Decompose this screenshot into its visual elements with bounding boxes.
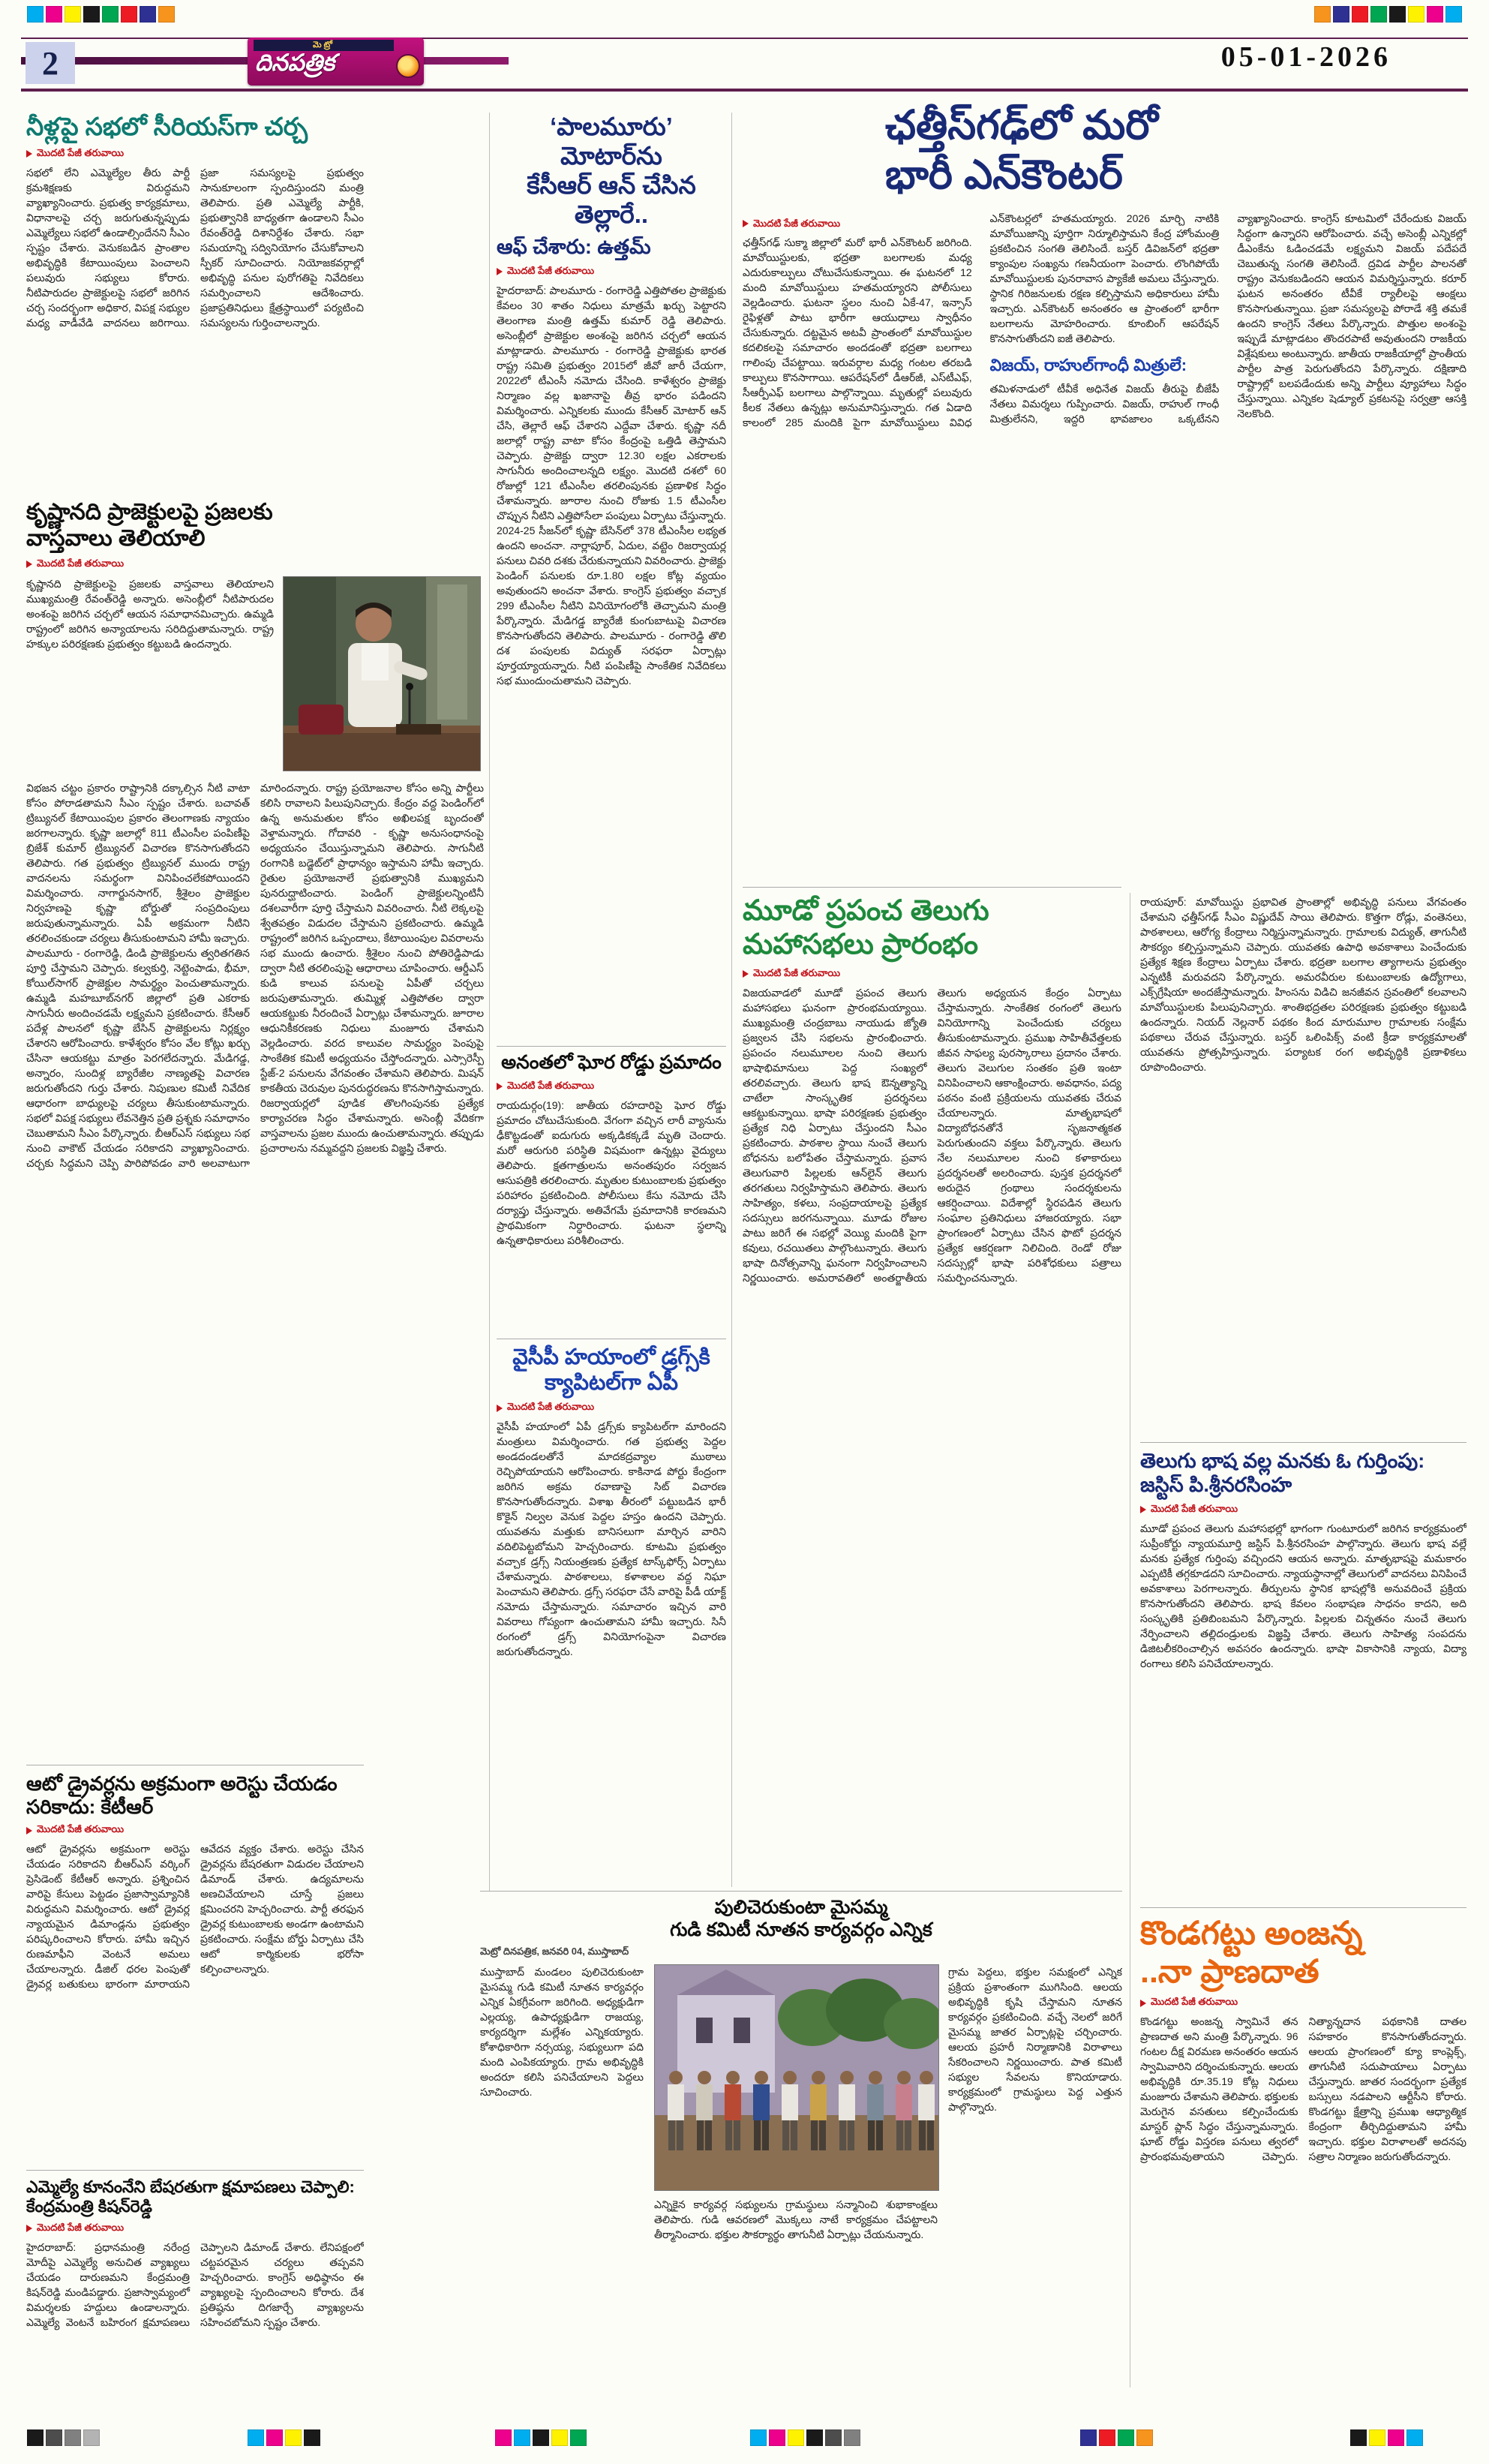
continued-from-tag xyxy=(743,216,972,231)
color-swatch xyxy=(495,2429,512,2446)
article-palamuru-motor xyxy=(497,113,726,1043)
arrow-icon xyxy=(26,150,32,158)
color-swatch xyxy=(806,2429,823,2446)
continued-from-label: మొదటి పేజీ తరువాయి xyxy=(37,557,125,569)
article-body-part-2: తమిళనాడులో టీవీకే అధినేత విజయ్ తీరుపై బీజేపీ నేతలు విమర్శలు గుప్పించారు. విజయ్, రాహుల్ గాంధీ మిత్రులేనని, ఇద్దరి భావజాలం ఒక్కటేనని వ్యాఖ్యానించారు. కాంగ్రెస్ కూటమిలో చేరేందుకు విజయ్ సిద్ధంగా ఉన్నారని ఆరోపించారు. వచ్చే అసెంబ్లీ ఎన్నికల్లో డీఎంకేను ఓడించడమే లక్ష్యమని విజయ్ పదేపదే చెబుతున్న సంగతి తెలిసిందే. ద్రవిడ పార్టీల పాలనతో రాష్ట్రం వెనుకబడిందని ఆయన విమర్శిస్తున్నారు. కరూర్ ఘటన అనంతరం టీవీకే ర్యాలీలపై ఆంక్షలు కొనసాగుతున్నాయి. ప్రజా సమస్యలపై పోరాడే శక్తి తమకే ఉందని కాంగ్రెస్ నేతలు పేర్కొన్నారు. పొత్తుల అంశంపై ఇప్పుడే మాట్లాడటం తొందరపాటే అవుతుందని రాజకీయ విశ్లేషకులు అంటున్నారు. జాతీయ రాజకీయాల్లో ప్రాంతీయ పార్టీల పాత్ర పెరుగుతోందని పేర్కొన్నారు. దక్షిణాది రాష్ట్రాల్లో బలపడేందుకు అన్ని పార్టీలు వ్యూహాలు సిద్ధం చేస్తున్నాయి. ఎన్నికల షెడ్యూల్ ప్రకటనపై సర్వత్రా ఆసక్తి నెలకొంది. xyxy=(989,212,1466,425)
header-bottom-rule xyxy=(21,89,1468,92)
continued-from-label: మొదటి పేజీ తరువాయి xyxy=(507,1401,595,1413)
arrow-icon xyxy=(497,268,503,275)
color-swatch xyxy=(65,6,81,23)
section-rule xyxy=(1140,1907,1466,1908)
article-body: హైదరాబాద్: పాలమూరు - రంగారెడ్డి ఎత్తిపోతల ప్రాజెక్టుకు కేవలం 30 శాతం నిధులు మాత్రమే ఖర్చు పెట్టారని తెలంగాణ మంత్రి ఉత్తమ్ కుమార్ రెడ్డి తెలిపారు. అసెంబ్లీలో ప్రాజెక్టుల అంశంపై జరిగిన చర్చలో ఆయన మాట్లాడారు. పాలమూరు - రంగారెడ్డి ప్రాజెక్టుకు భారత రాష్ట్ర సమితి ప్రభుత్వం 2015లో జీవో జారీ చేయగా, 2022లో టీఎంసీ నమోదు చేసింది. కాళేశ్వరం ప్రాజెక్టు నిర్మాణం వల్ల ఖజానాపై తీవ్ర భారం పడిందని విమర్శించారు. ఎన్నికలకు ముందు కేసీఆర్ మోటార్ ఆన్ చేసి, తెల్లారే ఆఫ్ చేశారని ఎద్దేవా చేశారు. కృష్ణా నదీ జలాల్లో రాష్ట్ర వాటా కోసం కేంద్రంపై ఒత్తిడి తెస్తామని చెప్పారు. ప్రాజెక్టు ద్వారా 12.30 లక్షల ఎకరాలకు సాగునీరు అందించాలన్నది లక్ష్యం. మొదటి దశలో 60 రోజుల్లో 121 టీఎంసీల తరలింపునకు ప్రణాళిక సిద్ధం చేశామన్నారు. జూరాల నుంచి రోజుకు 1.5 టీఎంసీల చొప్పున నీటిని ఎత్తిపోసేలా పంపులు ఏర్పాటు చేస్తున్నారు. 2024-25 సీజన్‌లో కృష్ణా బేసిన్‌లో 378 టీఎంసీల లభ్యత ఉందని అంచనా. నార్లాపూర్, ఏదుల, వట్టెం రిజర్వాయర్ల పనులు చివరి దశకు చేరుకున్నాయని వివరించారు. ప్రాజెక్టు పెండింగ్ పనులకు రూ.1.80 లక్షల కోట్ల వ్యయం అవుతుందని అంచనా వేశారు. కాంగ్రెస్ ప్రభుత్వం వచ్చాక 299 టీఎంసీల నీటిని వినియోగంలోకి తెచ్చామని మంత్రి పేర్కొన్నారు. మేడిగడ్డ బ్యారేజీ కుంగుబాటుపై విచారణ కొనసాగుతోందని తెలిపారు. పాలమూరు - రంగారెడ్డి తొలి దశ పంపులకు విద్యుత్ సరఫరా ఏర్పాట్లు పూర్తయ్యాయన్నారు. నీటి పంపిణీపై సాంకేతిక నివేదికలు సభ ముందుంచుతామని చెప్పారు. xyxy=(497,284,726,687)
continued-from-label: మొదటి పేజీ తరువాయి xyxy=(507,264,595,276)
column-divider xyxy=(489,113,490,1891)
continued-from-tag xyxy=(26,557,484,572)
color-swatch xyxy=(46,6,62,23)
color-swatch xyxy=(1388,2429,1404,2446)
article-mla-apology xyxy=(26,2177,364,2387)
continued-from-tag xyxy=(497,1080,726,1094)
print-color-bar xyxy=(248,2429,320,2446)
article-body-part-1: ఛత్తీస్‌గఢ్ సుక్మా జిల్లాలో మరో భారీ ఎన్‌కౌంటర్ జరిగింది. మావోయిస్టులకు, భద్రతా బలగాలకు మధ్య ఎదురుకాల్పులు చోటుచేసుకున్నాయి. ఈ ఘటనలో 12 మంది మావోయిస్టులు హతమయ్యారని పోలీసులు వెల్లడించారు. ఘటనా స్థలం నుంచి ఏకే-47, ఇన్సాస్ రైఫిళ్లతో పాటు భారీగా ఆయుధాలు స్వాధీనం చేసుకున్నారు. దట్టమైన అటవీ ప్రాంతంలో మావోయిస్టుల కదలికలపై సమాచారం అందడంతో భద్రతా బలగాలు గాలింపు చేపట్టాయి. ఇరువర్గాల మధ్య గంటల తరబడి కాల్పులు కొనసాగాయి. ఆపరేషన్‌లో డీఆర్‌జీ, ఎస్‌టీఎఫ్, సీఆర్పీఎఫ్ బలగాలు పాల్గొన్నాయి. మృతుల్లో పలువురు కీలక నేతలు ఉన్నట్లు అనుమానిస్తున్నారు. గత ఏడాది కాలంలో 285 మందికి పైగా మావోయిస్టులు వివిధ ఎన్‌కౌంటర్లలో హతమయ్యారు. 2026 మార్చి నాటికి మావోయిజాన్ని పూర్తిగా నిర్మూలిస్తామని కేంద్ర హోంమంత్రి ప్రకటించిన సంగతి తెలిసిందే. బస్తర్ డివిజన్‌లో భద్రతా క్యాంపుల సంఖ్యను గణనీయంగా పెంచారు. లొంగిపోయే మావోయిస్టులకు పునరావాస ప్యాకేజీ అమలు చేస్తున్నారు. స్థానిక గిరిజనులకు రక్షణ కల్పిస్తామని అధికారులు హామీ ఇచ్చారు. ఎన్‌కౌంటర్ అనంతరం ఆ ప్రాంతంలో భారీగా బలగాలను మోహరించారు. కూంబింగ్ ఆపరేషన్ కొనసాగుతోందని ఐజీ తెలిపారు. xyxy=(743,212,1220,428)
article-chhattisgarh-encounter xyxy=(743,101,1466,873)
header-top-rule xyxy=(21,38,1468,39)
headline-line-2: కేసీఆర్ ఆన్ చేసిన తెల్లారే.. xyxy=(527,170,696,228)
article-body-intro: కృష్ణానది ప్రాజెక్టులపై ప్రజలకు వాస్తవాలు తెలియాలని ముఖ్యమంత్రి రేవంత్‌రెడ్డి అన్నారు. అసెంబ్లీలో నీటిపారుదల అంశంపై జరిగిన చర్చలో ఆయన సమాధానమిచ్చారు. ఉమ్మడి రాష్ట్రంలో జరిగిన అన్యాయాలను సరిదిద్దుతామన్నారు. రాష్ట్ర హక్కుల పరిరక్షణకు ప్రభుత్వం కట్టుబడి ఉందన్నారు. xyxy=(26,577,274,650)
article-body: వైసీపీ హయాంలో ఏపీ డ్రగ్స్‌కు క్యాపిటల్‌గా మారిందని మంత్రులు విమర్శించారు. గత ప్రభుత్వ పెద్దల అండదండలతోనే మాదకద్రవ్యాల ముఠాలు రెచ్చిపోయాయని ఆరోపించారు. కాకినాడ పోర్టు కేంద్రంగా జరిగిన అక్రమ రవాణాపై సిట్ విచారణ కొనసాగుతోందన్నారు. విశాఖ తీరంలో పట్టుబడిన భారీ కొకైన్ నిల్వల వెనుక పెద్దల హస్తం ఉందని చెప్పారు. యువతను మత్తుకు బానిసలుగా మార్చిన వారిని వదిలిపెట్టబోమని హెచ్చరించారు. కూటమి ప్రభుత్వం వచ్చాక డ్రగ్స్ నియంత్రణకు ప్రత్యేక టాస్క్‌ఫోర్స్ ఏర్పాటు చేశామన్నారు. పాఠశాలలు, కళాశాలల వద్ద నిఘా పెంచామని తెలిపారు. డ్రగ్స్ సరఫరా చేసే వారిపై పీడీ యాక్ట్ నమోదు చేస్తామన్నారు. సమాచారం ఇచ్చిన వారి వివరాలు గోప్యంగా ఉంచుతామని హామీ ఇచ్చారు. సినీ రంగంలో డ్రగ్స్ వినియోగంపైనా విచారణ జరుగుతోందన్నారు. xyxy=(497,1420,726,1658)
group-photo xyxy=(654,1964,939,2191)
continued-from-tag xyxy=(743,967,1121,981)
color-swatch xyxy=(1333,6,1349,23)
article-gudi-committee xyxy=(480,1897,1122,2384)
arrow-icon xyxy=(743,970,749,978)
article-kondagattu-anjanna xyxy=(1140,1915,1466,2386)
headline: కృష్ణానది ప్రాజెక్టులపై ప్రజలకు వాస్తవాలు తెలియాలి xyxy=(26,500,273,551)
article-body: విజయవాడలో మూడో ప్రపంచ తెలుగు మహాసభలు ఘనంగా ప్రారంభమయ్యాయి. ముఖ్యమంత్రి చంద్రబాబు నాయుడు జ్యోతి ప్రజ్వలన చేసి సభలను ప్రారంభించారు. ప్రపంచం నలుమూలల నుంచి తెలుగు భాషాభిమానులు పెద్ద సంఖ్యలో తరలివచ్చారు. తెలుగు భాష ఔన్నత్యాన్ని చాటేలా సాంస్కృతిక ప్రదర్శనలు ఆకట్టుకున్నాయి. భాషా పరిరక్షణకు ప్రభుత్వం ప్రత్యేక నిధి ఏర్పాటు చేస్తుందని సీఎం ప్రకటించారు. పాఠశాల స్థాయి నుంచే తెలుగు బోధనను బలోపేతం చేస్తామన్నారు. ప్రవాస తెలుగువారి పిల్లలకు ఆన్‌లైన్ తెలుగు తరగతులు నిర్వహిస్తామని తెలిపారు. తెలుగు సాహిత్యం, కళలు, సంప్రదాయాలపై ప్రత్యేక సదస్సులు జరగనున్నాయి. మూడు రోజుల పాటు జరిగే ఈ సభల్లో వెయ్యి మందికి పైగా కవులు, రచయితలు పాల్గొంటున్నారు. తెలుగు భాషా దినోత్సవాన్ని ఘనంగా నిర్వహించాలని నిర్ణయించారు. అమరావతిలో అంతర్జాతీయ తెలుగు అధ్యయన కేంద్రం ఏర్పాటు చేస్తామన్నారు. సాంకేతిక రంగంలో తెలుగు వినియోగాన్ని పెంచేందుకు చర్యలు తీసుకుంటామన్నారు. ప్రముఖ సాహితీవేత్తలకు జీవన సాఫల్య పురస్కారాలు ప్రదానం చేశారు. తెలుగు వెలుగుల సంతకం ప్రతి ఇంటా వినిపించాలని ఆకాంక్షించారు. అవధానం, పద్య పఠనం వంటి ప్రక్రియలను యువతకు చేరువ చేయాలన్నారు. మాతృభాషలో విద్యాబోధనతోనే సృజనాత్మకత పెరుగుతుందని వక్తలు పేర్కొన్నారు. తెలుగు నేల నలుమూలల నుంచి కళాకారులు ప్రదర్శనలతో అలరించారు. పుస్తక ప్రదర్శనలో అరుదైన గ్రంథాలు సందర్శకులను ఆకర్షించాయి. విదేశాల్లో స్థిరపడిన తెలుగు సంఘాల ప్రతినిధులు హాజరయ్యారు. సభా ప్రాంగణంలో ఏర్పాటు చేసిన ఫొటో ప్రదర్శన ప్రత్యేక ఆకర్షణగా నిలిచింది. రెండో రోజు సదస్సుల్లో భాషా పరిశోధకులు పత్రాలు సమర్పించనున్నారు. xyxy=(743,986,1121,1284)
article-body-right: గ్రామ పెద్దలు, భక్తుల సమక్షంలో ఎన్నిక ప్రక్రియ ప్రశాంతంగా ముగిసింది. ఆలయ అభివృద్ధికి కృషి చేస్తామని నూతన కార్యవర్గం ప్రకటించింది. వచ్చే నెలలో జరిగే మైసమ్మ జాతర ఏర్పాట్లపై చర్చించారు. ఆలయ ప్రహరీ నిర్మాణానికి విరాళాలు సేకరించాలని నిర్ణయించారు. పాత కమిటీ సభ్యుల సేవలను కొనియాడారు. కార్యక్రమంలో గ్రామస్థులు పెద్ద ఎత్తున పాల్గొన్నారు. xyxy=(948,1966,1122,2113)
article-auto-drivers xyxy=(26,1772,364,2162)
headline-line-1: మూడో ప్రపంచ తెలుగు xyxy=(743,895,989,927)
headline: తెలుగు భాష వల్ల మనకు ఓ గుర్తింపు: జస్టిస్ పి.శ్రీనరసింహ xyxy=(1140,1450,1425,1496)
continued-from-label: మొదటి పేజీ తరువాయి xyxy=(37,146,125,158)
color-swatch xyxy=(1352,6,1368,23)
color-swatch xyxy=(844,2429,860,2446)
article-body: ఆటో డ్రైవర్లను అక్రమంగా అరెస్టు చేయడం సరికాదని బీఆర్ఎస్ వర్కింగ్ ప్రెసిడెంట్ కేటీఆర్ అన్నారు. ప్రశ్నించిన వారిపై కేసులు పెట్టడం ప్రజాస్వామ్యానికి విరుద్ధమని విమర్శించారు. ఆటో డ్రైవర్ల న్యాయమైన డిమాండ్లను ప్రభుత్వం పరిష్కరించాలని కోరారు. హామీ ఇచ్చిన రుణమాఫీని వెంటనే అమలు చేయాలన్నారు. డీజిల్ ధరల పెంపుతో డ్రైవర్ల బతుకులు భారంగా మారాయని ఆవేదన వ్యక్తం చేశారు. అరెస్టు చేసిన డ్రైవర్లను బేషరతుగా విడుదల చేయాలని డిమాండ్ చేశారు. ఉద్యమాలను అణచివేయాలని చూస్తే ప్రజలు క్షమించరని హెచ్చరించారు. పార్టీ తరఫున డ్రైవర్ల కుటుంబాలకు అండగా ఉంటామని ప్రకటించారు. సంక్షేమ బోర్డు ఏర్పాటు చేసి ఆటో కార్మికులకు భరోసా కల్పించాలన్నారు. xyxy=(26,1843,364,1991)
article-ycp-drugs xyxy=(497,1345,726,1886)
section-rule xyxy=(1140,1442,1466,1443)
headline-line-1: వైసీపీ హయాంలో డ్రగ్స్‌కి xyxy=(512,1345,710,1369)
print-color-bar xyxy=(1080,2429,1153,2446)
print-registration-marks-top-left xyxy=(27,6,175,23)
arrow-icon xyxy=(1140,1506,1146,1513)
masthead-logo xyxy=(248,38,424,86)
color-swatch xyxy=(158,6,175,23)
print-color-bar xyxy=(27,2429,100,2446)
color-swatch xyxy=(140,6,156,23)
color-swatch xyxy=(1427,6,1443,23)
headline: ఆటో డ్రైవర్లను అక్రమంగా అరెస్టు చేయడం సరికాదు: కేటీఆర్ xyxy=(26,1772,338,1818)
color-swatch xyxy=(1370,6,1387,23)
article-body: రాయదుర్గం(19): జాతీయ రహదారిపై ఘోర రోడ్డు ప్రమాదం చోటుచేసుకుంది. వేగంగా వచ్చిన లారీ వ్యానును ఢీకొట్టడంతో ఐదుగురు అక్కడికక్కడే మృతి చెందారు. మరో ఆరుగురి పరిస్థితి విషమంగా ఉన్నట్లు వైద్యులు తెలిపారు. క్షతగాత్రులను అనంతపురం సర్వజన ఆసుపత్రికి తరలించారు. మృతుల కుటుంబాలకు ప్రభుత్వం పరిహారం ప్రకటించింది. పోలీసులు కేసు నమోదు చేసి దర్యాప్తు చేస్తున్నారు. అతివేగమే ప్రమాదానికి కారణమని ప్రాథమికంగా నిర్ధారించారు. ఘటనా స్థలాన్ని ఉన్నతాధికారులు పరిశీలించారు. xyxy=(497,1098,726,1246)
arrow-icon xyxy=(1140,2000,1146,2007)
arrow-icon xyxy=(26,560,32,568)
article-body: కొండగట్టు అంజన్న స్వామినే తన ప్రాణదాత అని మంత్రి పేర్కొన్నారు. 96 గంటల దీక్ష విరమణ అనంతరం ఆయన స్వామివారిని దర్శించుకున్నారు. ఆలయ అభివృద్ధికి రూ.35.19 కోట్ల నిధులు మంజూరు చేశామని తెలిపారు. భక్తులకు మెరుగైన వసతులు కల్పించేందుకు మాస్టర్ ప్లాన్ సిద్ధం చేస్తున్నామన్నారు. ఘాట్ రోడ్డు విస్తరణ పనులు త్వరలో ప్రారంభమవుతాయని చెప్పారు. నిత్యాన్నదాన పథకానికి దాతల సహకారం కొనసాగుతోందన్నారు. ఆలయ ప్రాంగణంలో క్యూ కాంప్లెక్స్, తాగునీటి సదుపాయాలు ఏర్పాటు చేస్తున్నారు. జాతర సందర్భంగా ప్రత్యేక బస్సులు నడపాలని ఆర్టీసీని కోరారు. కొండగట్టు క్షేత్రాన్ని ప్రముఖ ఆధ్యాత్మిక కేంద్రంగా తీర్చిదిద్దుతామని హామీ ఇచ్చారు. భక్తుల విరాళాలతో అదనపు సత్రాల నిర్మాణం జరుగుతోందన్నారు. xyxy=(1140,2015,1466,2163)
color-swatch xyxy=(514,2429,530,2446)
continued-from-tag xyxy=(497,1401,726,1415)
masthead-emblem-icon xyxy=(396,54,420,78)
headline-line-3: ఆఫ్ చేశారు: ఉత్తమ్ xyxy=(497,235,651,258)
headline: అనంతలో ఘోర రోడ్డు ప్రమాదం xyxy=(501,1052,722,1073)
headline-line-1: ‘పాలమూరు’ మోటార్‌ను xyxy=(550,113,673,170)
headline-line-2: గుడి కమిటీ నూతన కార్యవర్గం ఎన్నిక xyxy=(670,1919,932,1940)
headline: నీళ్లపై సభలో సీరియస్‌గా చర్చ xyxy=(26,113,308,140)
article-body xyxy=(743,211,1466,840)
section-rule xyxy=(743,887,1121,888)
subheadline-vijay-rahul: విజయ్, రాహుల్‌గాంధీ మిత్రులే: xyxy=(989,355,1187,374)
article-krishna-projects xyxy=(26,499,484,1759)
continued-from-tag xyxy=(497,265,726,279)
continued-from-tag xyxy=(1140,1503,1466,1517)
color-swatch xyxy=(1099,2429,1115,2446)
color-swatch xyxy=(46,2429,62,2446)
article-water-debate xyxy=(26,113,364,491)
color-swatch xyxy=(825,2429,842,2446)
continued-from-label: మొదటి పేజీ తరువాయి xyxy=(37,1823,125,1835)
headline-line-1: కొండగట్టు అంజన్న xyxy=(1140,1916,1363,1952)
article-body: మూడో ప్రపంచ తెలుగు మహాసభల్లో భాగంగా గుంటూరులో జరిగిన కార్యక్రమంలో సుప్రీంకోర్టు న్యాయమూర్తి జస్టిస్ పి.శ్రీనరసింహ పాల్గొన్నారు. తెలుగు భాష వల్లే మనకు ప్రత్యేక గుర్తింపు వచ్చిందని ఆయన అన్నారు. మాతృభాషపై మమకారం ఎప్పటికీ తగ్గకూడదని సూచించారు. న్యాయస్థానాల్లో తెలుగులో వాదనలు వినిపించే అవకాశాలు పెరగాలన్నారు. తీర్పులను స్థానిక భాషల్లోకి అనువదించే ప్రక్రియ కొనసాగుతోందని తెలిపారు. భాష కేవలం సంభాషణ సాధనం కాదని, అది సంస్కృతికి ప్రతిబింబమని పేర్కొన్నారు. పిల్లలకు చిన్నతనం నుంచే తెలుగు నేర్పించాలని తల్లిదండ్రులకు విజ్ఞప్తి చేశారు. తెలుగు సాహిత్య సంపదను డిజిటలీకరించాల్సిన అవసరం ఉందన్నారు. భాషా వికాసానికి న్యాయ, విద్యా రంగాలు కలిసి పనిచేయాలన్నారు. xyxy=(1140,1522,1466,1669)
arrow-icon xyxy=(497,1083,503,1090)
continued-from-tag xyxy=(1140,1996,1466,2010)
color-swatch xyxy=(121,6,137,23)
headline-line-2: క్యాపిటల్‌గా ఏపీ xyxy=(545,1371,678,1396)
color-swatch xyxy=(1369,2429,1385,2446)
print-color-bar xyxy=(750,2429,860,2446)
headline-line-2: భారీ ఎన్‌కౌంటర్ xyxy=(885,152,1123,197)
color-swatch xyxy=(266,2429,283,2446)
color-swatch xyxy=(1389,6,1406,23)
color-swatch xyxy=(1445,6,1462,23)
page-date: 05-01-2026 xyxy=(1220,41,1391,73)
page-number-value: 2 xyxy=(42,44,59,82)
arrow-icon xyxy=(26,2225,32,2232)
continued-from-label: మొదటి పేజీ తరువాయి xyxy=(37,2221,125,2233)
article-telugu-mahasabhalu xyxy=(743,894,1121,1886)
color-swatch xyxy=(1408,6,1424,23)
color-swatch xyxy=(102,6,119,23)
masthead-edition: మెట్రో xyxy=(254,40,394,51)
color-swatch xyxy=(1136,2429,1153,2446)
color-swatch xyxy=(769,2429,785,2446)
color-swatch xyxy=(551,2429,568,2446)
article-telugu-basha xyxy=(1140,1450,1466,1886)
color-swatch xyxy=(788,2429,804,2446)
section-rule xyxy=(497,1046,726,1047)
color-swatch xyxy=(248,2429,264,2446)
color-swatch xyxy=(533,2429,549,2446)
masthead-title: దినపత్రిక xyxy=(255,50,335,76)
arrow-icon xyxy=(26,1827,32,1834)
continued-from-label: మొదటి పేజీ తరువాయి xyxy=(753,966,841,978)
print-color-bar xyxy=(1350,2429,1423,2446)
continued-from-label: మొదటి పేజీ తరువాయి xyxy=(1151,1502,1238,1514)
article-encounter-continuation xyxy=(1140,894,1466,1435)
color-swatch xyxy=(285,2429,302,2446)
print-registration-marks-top-right xyxy=(1314,6,1462,23)
headline-line-1: ఛత్తీస్‌గఢ్‌లో మరో xyxy=(885,103,1158,148)
article-body: విభజన చట్టం ప్రకారం రాష్ట్రానికి దక్కాల్సిన నీటి వాటా కోసం పోరాడతామని సీఎం స్పష్టం చేశారు. బచావత్ ట్రిబ్యునల్ కేటాయింపుల ప్రకారం తెలంగాణకు న్యాయం జరగాలన్నారు. కృష్ణా జలాల్లో 811 టీఎంసీల పంపిణీపై బ్రిజేశ్ కుమార్ ట్రిబ్యునల్ విచారణ కొనసాగుతోందని తెలిపారు. గత ప్రభుత్వం ట్రిబ్యునల్ ముందు రాష్ట్ర వాదనలను సమర్థంగా వినిపించలేకపోయిందని విమర్శించారు. నాగార్జునసాగర్, శ్రీశైలం ప్రాజెక్టుల నిర్వహణపై కృష్ణా బోర్డుతో సంప్రదింపులు జరుపుతున్నామన్నారు. ఏపీ అక్రమంగా నీటిని తరలించకుండా చర్యలు తీసుకుంటామని హామీ ఇచ్చారు. పాలమూరు - రంగారెడ్డి, డిండి ప్రాజెక్టులను త్వరితగతిన పూర్తి చేస్తామని చెప్పారు. కల్వకుర్తి, నెట్టెంపాడు, భీమా, కోయిల్‌సాగర్ ప్రాజెక్టుల సామర్థ్యం పెంచుతామన్నారు. ఉమ్మడి మహబూబ్‌నగర్ జిల్లాలో ప్రతి ఎకరాకు సాగునీరు అందించడమే లక్ష్యమని ప్రకటించారు. కేసీఆర్ పదేళ్ల పాలనలో కృష్ణా బేసిన్ ప్రాజెక్టులను నిర్లక్ష్యం చేశారని ఆరోపించారు. కాళేశ్వరం కోసం వేల కోట్లు ఖర్చు చేసినా ఆయకట్టు మాత్రం పెరగలేదన్నారు. మేడిగడ్డ, అన్నారం, సుందిళ్ల బ్యారేజీల నాణ్యతపై విచారణ జరుగుతోందని గుర్తు చేశారు. నిపుణుల కమిటీ నివేదిక ఆధారంగా బాధ్యులపై చర్యలు తీసుకుంటామన్నారు. సభలో విపక్ష సభ్యులు లేవనెత్తిన ప్రతి ప్రశ్నకు సమాధానం చెబుతామని సీఎం పేర్కొన్నారు. బీఆర్ఎస్ సభ్యులు సభ నుంచి వాకౌట్ చేయడం సరికాదని వ్యాఖ్యానించారు. చర్చకు సిద్ధమని చెప్పి పారిపోవడం వారి అలవాటుగా మారిందన్నారు. రాష్ట్ర ప్రయోజనాల కోసం అన్ని పార్టీలు కలిసి రావాలని పిలుపునిచ్చారు. కేంద్రం వద్ద పెండింగ్‌లో ఉన్న అనుమతుల కోసం అఖిలపక్ష బృందంతో వెళ్తామన్నారు. గోదావరి - కృష్ణా అనుసంధానంపై అధ్యయనం చేయిస్తున్నామని తెలిపారు. సాగునీటి రంగానికి బడ్జెట్‌లో ప్రాధాన్యం ఇస్తామని హామీ ఇచ్చారు. రైతుల ప్రయోజనాలే ప్రభుత్వానికి ముఖ్యమని పునరుద్ఘాటించారు. పెండింగ్ ప్రాజెక్టులన్నింటినీ దశలవారీగా పూర్తి చేస్తామని వివరించారు. నీటి లెక్కలపై శ్వేతపత్రం విడుదల చేస్తామని ప్రకటించారు. ఉమ్మడి రాష్ట్రంలో జరిగిన ఒప్పందాలు, కేటాయింపుల వివరాలను సభ ముందు ఉంచారు. శ్రీశైలం నుంచి పోతిరెడ్డిపాడు ద్వారా నీటి తరలింపుపై ఆధారాలు చూపించారు. ఆర్డీఎస్ కుడి కాలువ పనులపై ఏపీతో చర్చలు జరుపుతామన్నారు. తుమ్మిళ్ల ఎత్తిపోతల ద్వారా ఆయకట్టుకు నీరందించే ఏర్పాట్లు చేశామన్నారు. జూరాల ఆధునికీకరణకు నిధులు మంజూరు చేశామని వెల్లడించారు. వరద కాలువల సామర్థ్యం పెంపుపై సాంకేతిక కమిటీ అధ్యయనం చేస్తోందన్నారు. ఎస్సారెస్పీ స్టేజ్-2 పనులను వేగవంతం చేశామని తెలిపారు. మిషన్ కాకతీయ చెరువుల పునరుద్ధరణను కొనసాగిస్తామన్నారు. రిజర్వాయర్లలో పూడిక తొలగింపునకు ప్రత్యేక కార్యాచరణ సిద్ధం చేశామన్నారు. అసెంబ్లీ వేదికగా వాస్తవాలను ప్రజల ముందు ఉంచుతామన్నారు. తప్పుడు ప్రచారాలను నమ్మవద్దని ప్రజలకు విజ్ఞప్తి చేశారు. xyxy=(26,781,484,1169)
arrow-icon xyxy=(743,220,749,227)
section-rule xyxy=(480,1891,1122,1892)
color-swatch xyxy=(570,2429,587,2446)
article-body-under-photo: ఎన్నికైన కార్యవర్గ సభ్యులను గ్రామస్థులు సన్మానించి శుభాకాంక్షలు తెలిపారు. గుడి ఆవరణలో మొక్కలు నాటే కార్యక్రమం చేపట్టాలని తీర్మానించారు. భక్తుల సౌకర్యార్థం తాగునీటి ఏర్పాట్లు చేయనున్నారు. xyxy=(654,2198,938,2240)
column-divider xyxy=(731,113,732,1887)
assembly-speech-photo xyxy=(283,576,481,771)
continued-from-label: మొదటి పేజీ తరువాయి xyxy=(507,1079,595,1091)
page-number xyxy=(26,42,75,84)
continued-from-label: మొదటి పేజీ తరువాయి xyxy=(753,217,841,229)
color-swatch xyxy=(1314,6,1331,23)
section-rule xyxy=(26,2170,364,2171)
color-swatch xyxy=(750,2429,767,2446)
headline-line-2: ..నా ప్రాణదాత xyxy=(1140,1953,1319,1990)
color-swatch xyxy=(27,6,44,23)
article-ananta-accident xyxy=(497,1052,726,1336)
color-swatch xyxy=(1406,2429,1423,2446)
article-body: హైదరాబాద్: ప్రధానమంత్రి నరేంద్ర మోదీపై ఎమ్మెల్యే అనుచిత వ్యాఖ్యలు చేయడం దారుణమని కేంద్రమంత్రి కిషన్‌రెడ్డి మండిపడ్డారు. ప్రజాస్వామ్యంలో విమర్శలకు హద్దులు ఉండాలన్నారు. ఎమ్మెల్యే వెంటనే బహిరంగ క్షమాపణలు చెప్పాలని డిమాండ్ చేశారు. లేనిపక్షంలో చట్టపరమైన చర్యలు తప్పవని హెచ్చరించారు. కాంగ్రెస్ అధిష్ఠానం ఈ వ్యాఖ్యలపై స్పందించాలని కోరారు. దేశ ప్రతిష్ఠను దిగజార్చే వ్యాఖ్యలను సహించబోమని స్పష్టం చేశారు. xyxy=(26,2240,364,2328)
color-swatch xyxy=(1118,2429,1134,2446)
continued-from-tag xyxy=(26,2222,364,2236)
continued-from-label: మొదటి పేజీ తరువాయి xyxy=(1151,1996,1238,2008)
color-swatch xyxy=(1080,2429,1097,2446)
color-swatch xyxy=(83,6,100,23)
article-body: సభలో లేని ఎమ్మెల్యేల తీరు పార్టీ క్రమశిక్షణకు విరుద్ధమని వ్యాఖ్యానించారు. ప్రభుత్వ కార్యక్రమాలు, విధానాలపై చర్చ జరుగుతున్నప్పుడు ఎమ్మెల్యేలు సభలో ఉండాల్సిందేనని సీఎం స్పష్టం చేశారు. వెనుకబడిన ప్రాంతాల అభివృద్ధికి కేటాయింపులు పెంచాలని పలువురు సభ్యులు కోరారు. నీటిపారుదల ప్రాజెక్టులపై సభలో జరిగిన చర్చ సందర్భంగా అధికార, విపక్ష సభ్యుల మధ్య వాడీవేడి వాదనలు జరిగాయి. ప్రజా సమస్యలపై ప్రభుత్వం సానుకూలంగా స్పందిస్తుందని మంత్రి తెలిపారు. ప్రతి ఎమ్మెల్యే పార్టీకి, ప్రభుత్వానికి బాధ్యతగా ఉండాలని సీఎం రేవంత్‌రెడ్డి దిశానిర్దేశం చేశారు. సభా సమయాన్ని సద్వినియోగం చేసుకోవాలని స్పీకర్ సూచించారు. నియోజకవర్గాల్లో అభివృద్ధి పనుల పురోగతిపై నివేదికలు సమర్పించాలని ఆదేశించారు. ప్రజాప్రతినిధులు క్షేత్రస్థాయిలో పర్యటించి సమస్యలను గుర్తించాలన్నారు. xyxy=(26,166,364,329)
continued-from-tag xyxy=(26,147,364,161)
article-body-left: ముస్తాబాద్ మండలం పులిచెరుకుంటా మైసమ్మ గుడి కమిటీ నూతన కార్యవర్గం ఎన్నిక ఏకగ్రీవంగా జరిగింది. అధ్యక్షుడిగా ఎల్లయ్య, ఉపాధ్యక్షుడిగా రాజయ్య, కార్యదర్శిగా మల్లేశం ఎన్నికయ్యారు. కోశాధికారిగా నర్సయ్య, సభ్యులుగా పది మంది ఎంపికయ్యారు. గ్రామ అభివృద్ధికి అందరూ కలిసి పనిచేయాలని పెద్దలు సూచించారు. xyxy=(480,1966,644,2098)
article-body: రాయపూర్: మావోయిస్టు ప్రభావిత ప్రాంతాల్లో అభివృద్ధి పనులు వేగవంతం చేశామని ఛత్తీస్‌గఢ్ సీఎం విష్ణుదేవ్ సాయి తెలిపారు. కొత్తగా రోడ్లు, వంతెనలు, పాఠశాలలు, ఆరోగ్య కేంద్రాలు నిర్మిస్తున్నామన్నారు. గ్రామాలకు విద్యుత్, తాగునీటి సౌకర్యం కల్పిస్తున్నామని చెప్పారు. యువతకు ఉపాధి అవకాశాలు పెంచేందుకు ప్రత్యేక శిక్షణ కేంద్రాలు ఏర్పాటు చేశారు. భద్రతా బలగాల త్యాగాలను ప్రభుత్వం ఎన్నటికీ మరువదని పేర్కొన్నారు. అమరవీరుల కుటుంబాలకు ఉద్యోగాలు, ఎక్స్‌గ్రేషియా అందజేస్తామన్నారు. హింసను విడిచి జనజీవన స్రవంతిలో కలవాలని మావోయిస్టులకు పిలుపునిచ్చారు. శాంతిభద్రతల పరిరక్షణకు ప్రభుత్వం కట్టుబడి ఉందన్నారు. నియద్ నెల్లనార్ పథకం కింద మారుమూల గ్రామాలకు సంక్షేమ పథకాలు చేరువ చేస్తున్నారు. బస్తర్ ఒలింపిక్స్ వంటి క్రీడా కార్యక్రమాలతో యువతను ప్రోత్సహిస్తున్నారు. పర్యాటక రంగ అభివృద్ధికి ప్రణాళికలు రూపొందించారు. xyxy=(1140,896,1466,1073)
color-swatch xyxy=(83,2429,100,2446)
color-swatch xyxy=(304,2429,320,2446)
color-swatch xyxy=(65,2429,81,2446)
color-swatch xyxy=(1350,2429,1367,2446)
headline: ఎమ్మెల్యే కూనంనేని బేషరతుగా క్షమాపణలు చెప్పాలి: కేంద్రమంత్రి కిషన్‌రెడ్డి xyxy=(26,2177,355,2216)
print-color-bar xyxy=(495,2429,587,2446)
headline-line-2: మహాసభలు ప్రారంభం xyxy=(743,928,979,960)
color-swatch xyxy=(27,2429,44,2446)
headline-line-1: పులిచెరుకుంటా మైసమ్మ xyxy=(714,1897,888,1918)
dateline: మెట్రో దినపత్రిక, జనవరి 04, ముస్తాబాద్ xyxy=(480,1946,629,1957)
arrow-icon xyxy=(497,1405,503,1412)
continued-from-tag xyxy=(26,1823,364,1837)
